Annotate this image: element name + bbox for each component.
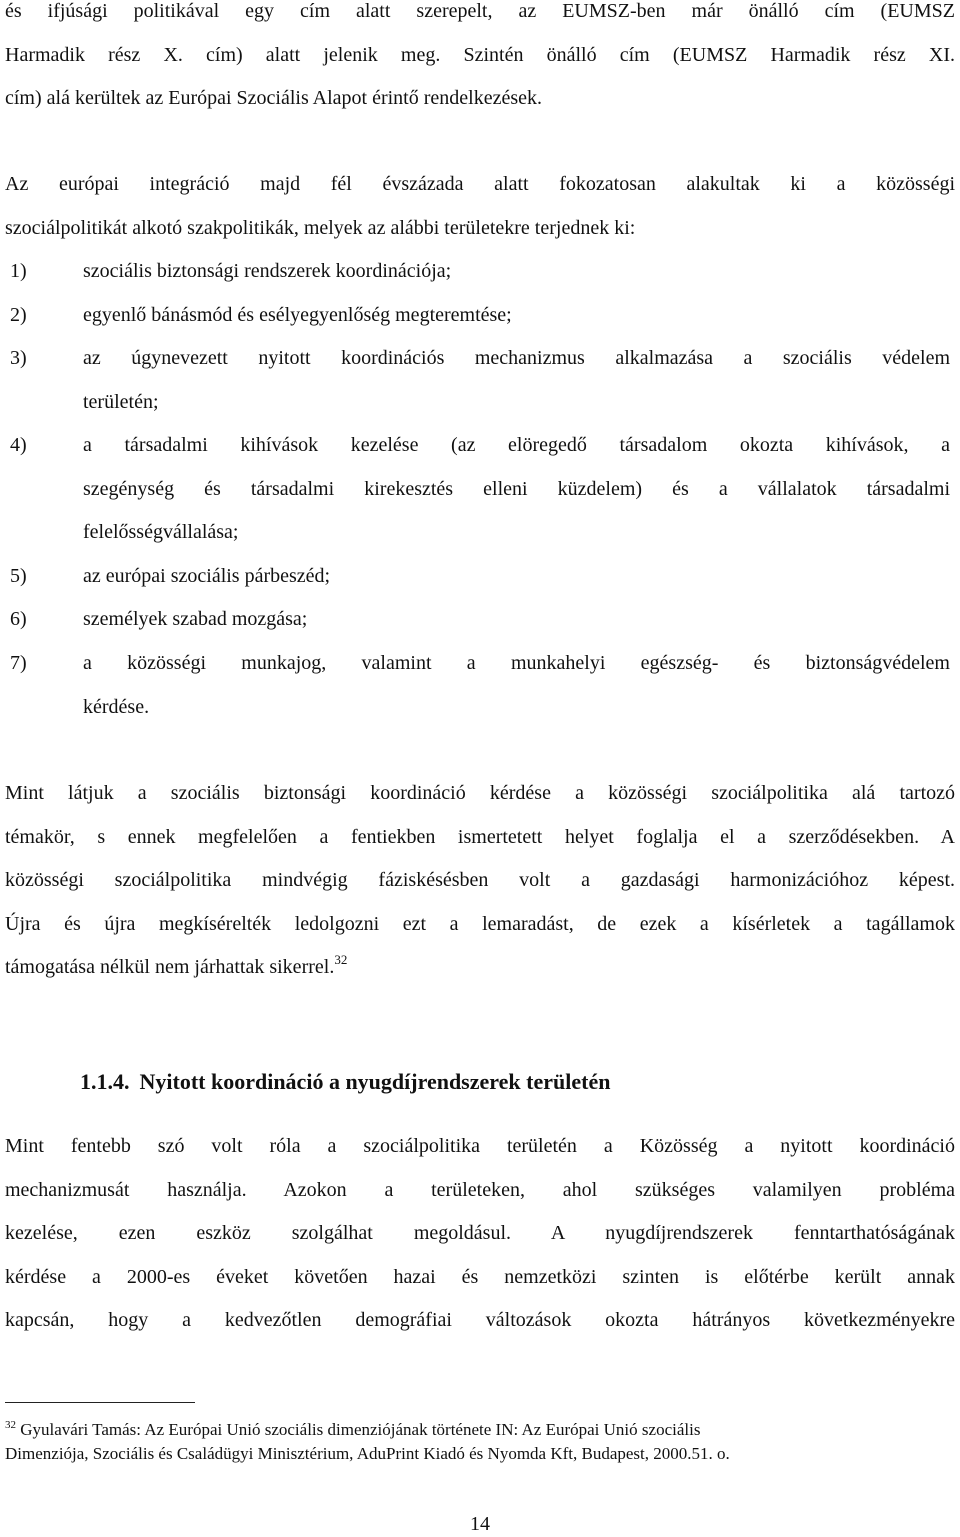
text-fragment: támogatása nélkül nem járhattak sikerrel. xyxy=(5,956,335,978)
text-line: kérdése a 2000-es éveket követően hazai és nemzetközi szinten is előtérbe került annak xyxy=(5,1265,955,1288)
list-number: 1) xyxy=(10,260,27,282)
list-text: kérdése. xyxy=(83,695,150,718)
text-line: kezelése, ezen eszköz szolgálhat megoldásul. A nyugdíjrendszerek fenntarthatóságának xyxy=(5,1222,955,1244)
integration-paragraph xyxy=(5,163,955,250)
list-text: személyek szabad mozgása; xyxy=(83,608,308,630)
list-number: 2) xyxy=(10,304,27,326)
list-text: egyenlő bánásmód és esélyegyenlőség megteremtése; xyxy=(83,304,512,326)
text-line: szociálpolitikát alkotó szakpolitikák, melyek az alábbi területekre terjednek ki: xyxy=(5,216,636,239)
text-line xyxy=(5,946,955,990)
intro-paragraph xyxy=(5,0,955,121)
footnote-reference[interactable]: 32 xyxy=(334,952,348,967)
text-line: és ifjúsági politikával egy cím alatt szerepelt, az EUMSZ-ben már önálló cím (EUMSZ xyxy=(5,0,955,22)
list-text: szociális biztonsági rendszerek koordinációja; xyxy=(83,260,452,282)
text-line: témakör, s ennek megfelelően a fentiekben ismertetett helyet foglalja el a szerződésekben. A xyxy=(5,825,955,848)
list-number: 4) xyxy=(10,434,27,456)
list-text: felelősségvállalása; xyxy=(83,521,239,543)
list-text: a társadalmi kihívások kezelése (az elöregedő társadalom okozta kihívások, a xyxy=(83,434,950,456)
pension-paragraph xyxy=(5,1125,955,1343)
footnote-mark: 32 xyxy=(5,1419,16,1431)
footnote-separator xyxy=(5,1402,195,1403)
footnote-line: Dimenziója, Szociális és Családügyi Minisztérium, AduPrint Kiadó és Nyomda Kft, Budapest, 2000.51. o. xyxy=(5,1444,730,1463)
footnote-text: Gyulavári Tamás: Az Európai Unió szociális dimenziójának története IN: Az Európai Unió szociális xyxy=(20,1420,701,1439)
list-text: az európai szociális párbeszéd; xyxy=(83,565,331,587)
list-number: 5) xyxy=(10,565,27,587)
text-line: Újra és újra megkísérelték ledolgozni ezt a lemaradást, de ezek a kísérletek a tagállamok xyxy=(5,912,955,935)
text-line: kapcsán, hogy a kedvezőtlen demográfiai változások okozta hátrányos következményekre xyxy=(5,1309,955,1331)
text-line: Mint fentebb szó volt róla a szociálpolitika területén a Közösség a nyitott koordináció xyxy=(5,1135,955,1157)
text-line: cím) alá kerültek az Európai Szociális Alapot érintő rendelkezések. xyxy=(5,87,543,109)
text-line: Az európai integráció majd fél évszázada alatt fokozatosan alakultak ki a közösségi xyxy=(5,173,955,195)
list-text: a közösségi munkajog, valamint a munkahelyi egészség- és biztonságvédelem xyxy=(83,652,950,674)
list-text: az úgynevezett nyitott koordinációs mechanizmus alkalmazása a szociális védelem xyxy=(83,347,950,369)
section-heading xyxy=(80,1064,610,1100)
list-number: 6) xyxy=(10,608,27,630)
text-line: közösségi szociálpolitika mindvégig fáziskésésben volt a gazdasági harmonizációhoz képest. xyxy=(5,869,955,891)
section-number: 1.1.4. xyxy=(80,1069,130,1094)
list-number: 7) xyxy=(10,652,27,674)
footnote xyxy=(5,1418,955,1466)
list-number: 3) xyxy=(10,347,27,369)
text-line: Mint látjuk a szociális biztonsági koordináció kérdése a közösségi szociálpolitika alá tartozó xyxy=(5,782,955,804)
footnote-line xyxy=(5,1418,955,1442)
list-text: területén; xyxy=(83,390,159,413)
text-line: mechanizmusát használja. Azokon a területeken, ahol szükséges valamilyen probléma xyxy=(5,1178,955,1201)
list-text: szegénység és társadalmi kirekesztés elleni küzdelem) és a vállalatok társadalmi xyxy=(83,477,950,500)
coordination-paragraph xyxy=(5,772,955,990)
text-line: Harmadik rész X. cím) alatt jelenik meg. Szintén önálló cím (EUMSZ Harmadik rész XI. xyxy=(5,43,955,66)
section-title: Nyitott koordináció a nyugdíjrendszerek területén xyxy=(139,1069,611,1094)
page-number: 14 xyxy=(470,1513,490,1535)
